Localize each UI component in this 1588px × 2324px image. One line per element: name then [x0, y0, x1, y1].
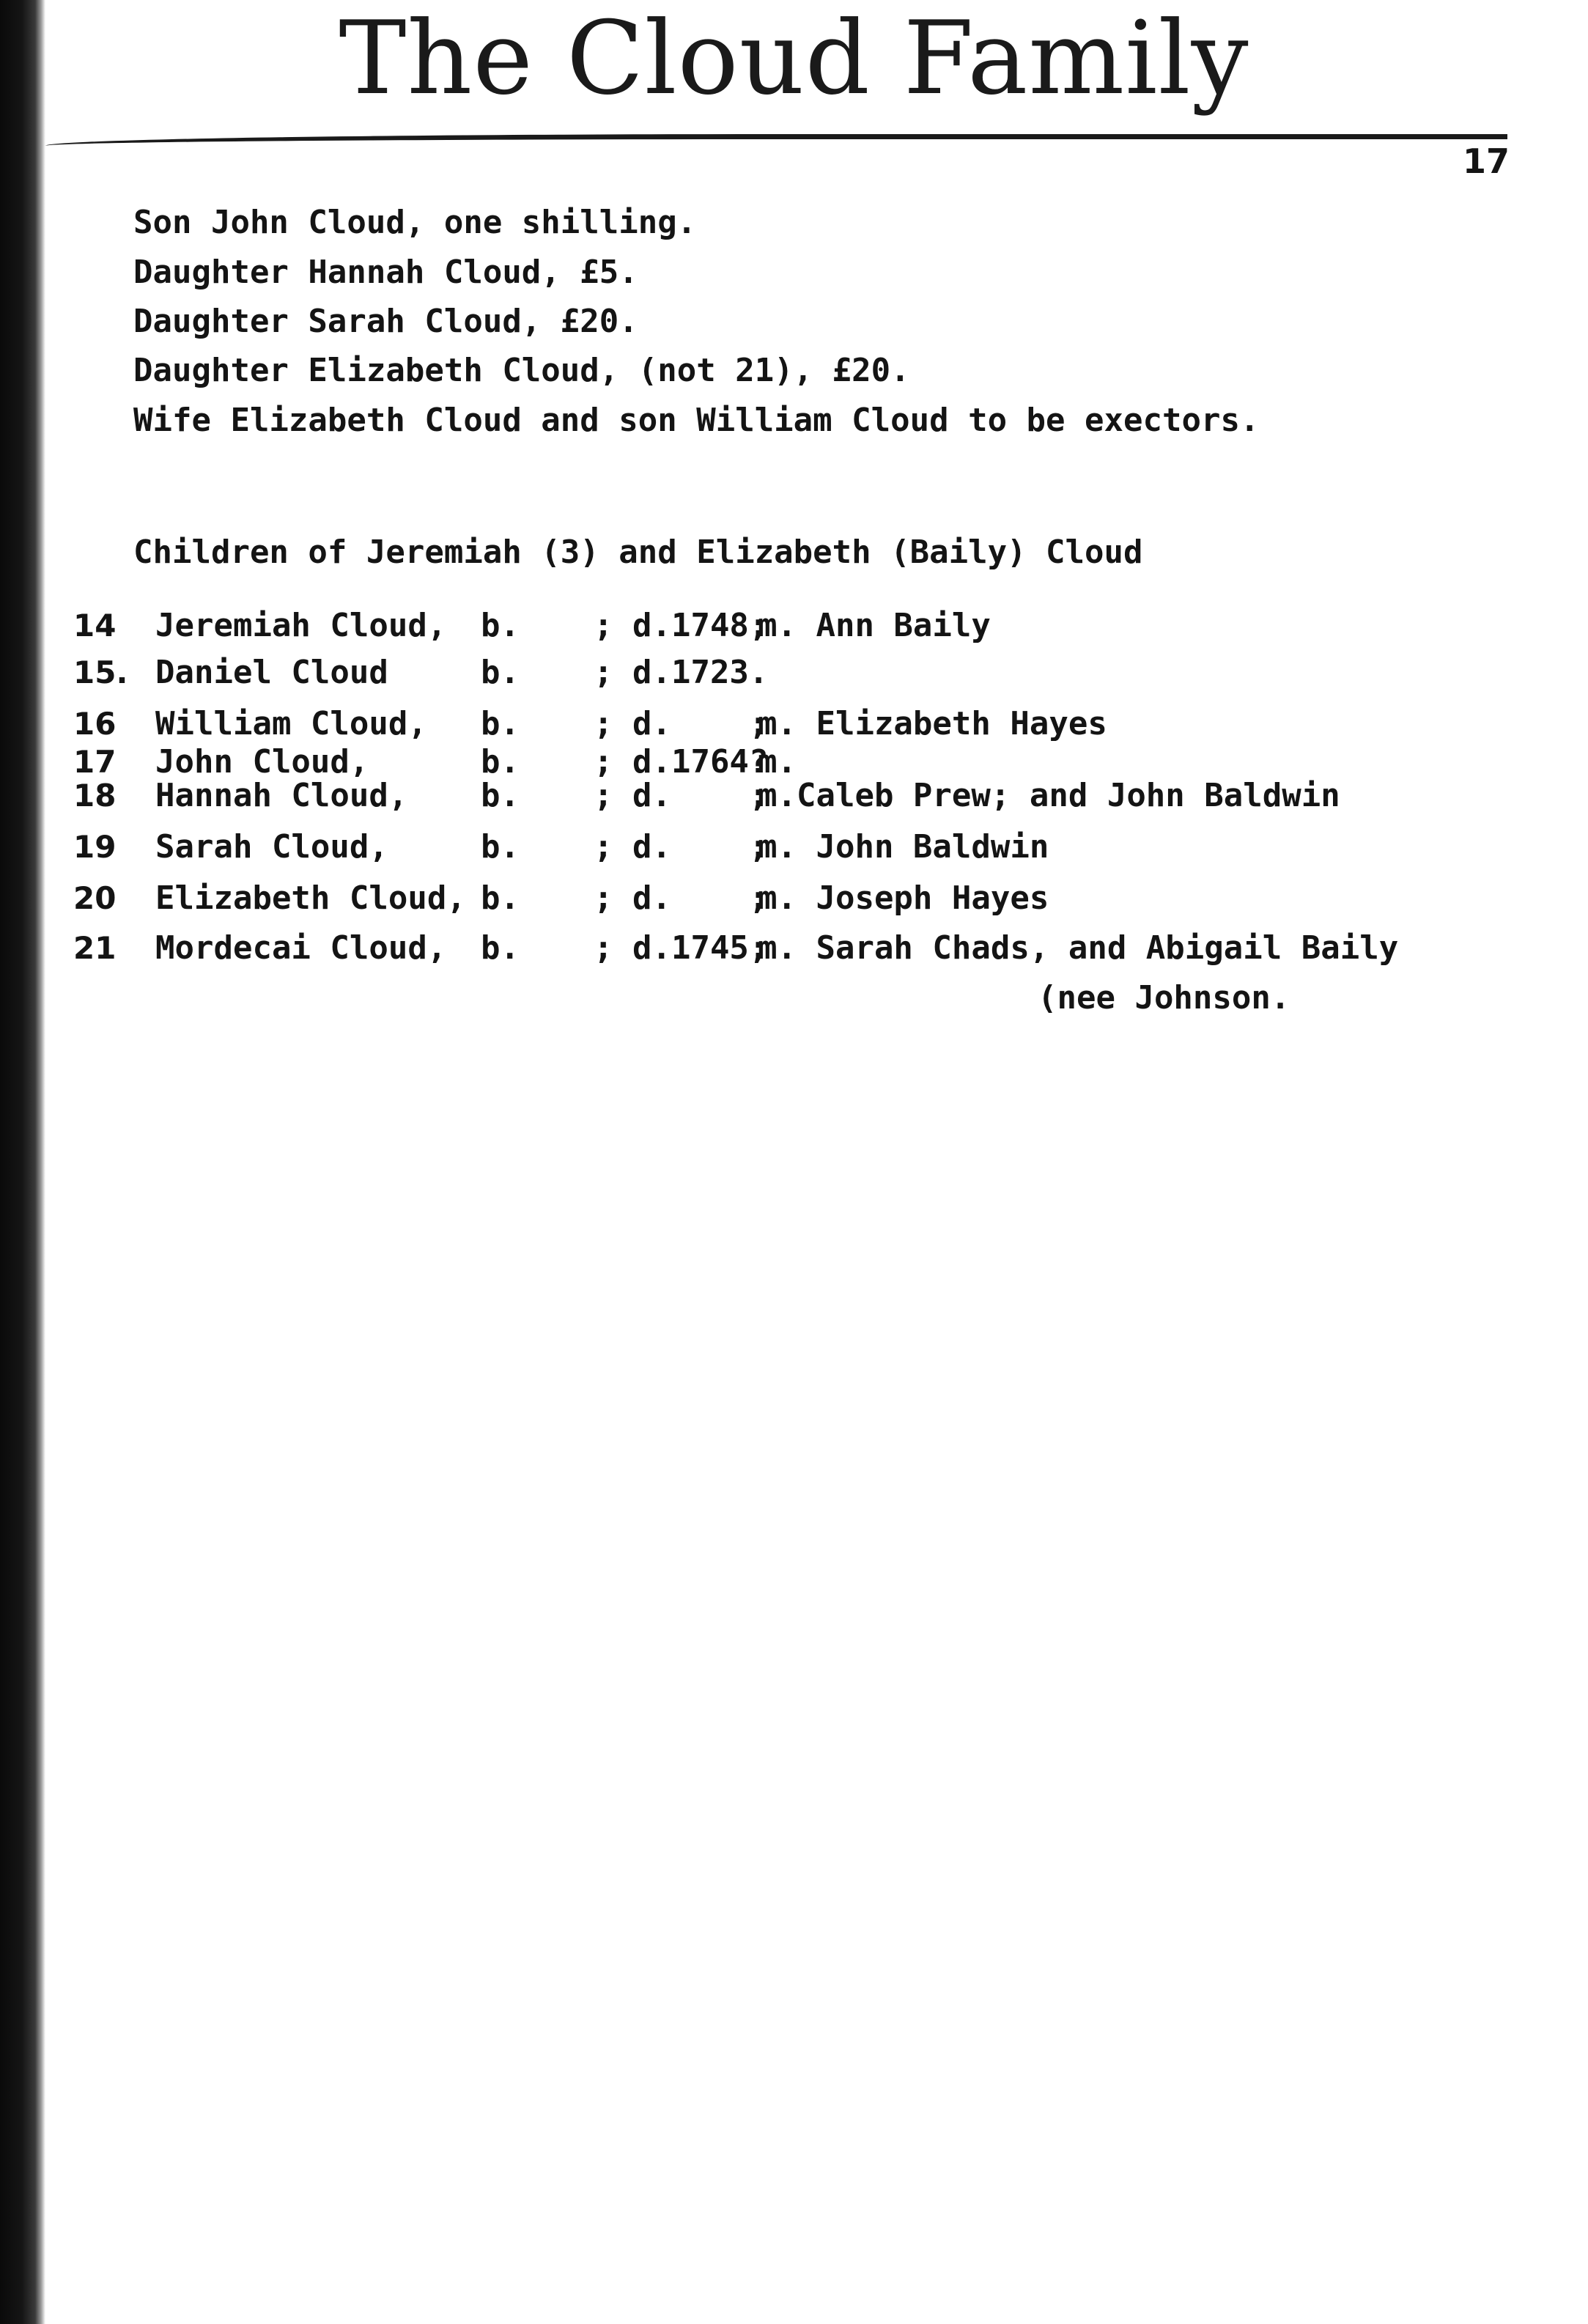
entry-name: Mordecai Cloud,: [155, 929, 447, 967]
entry-name: Elizabeth Cloud,: [155, 879, 466, 917]
entry-married: m. Elizabeth Hayes: [758, 705, 1107, 742]
title-rule: [45, 134, 1507, 146]
entry-name: Jeremiah Cloud,: [155, 607, 447, 644]
page-title: The Cloud Family: [339, 0, 1249, 117]
entry-died: ; d.1764?: [594, 743, 769, 781]
entry-name: John Cloud,: [155, 743, 369, 781]
scanned-page-edge: [0, 0, 45, 2324]
entry-married: m. Joseph Hayes: [758, 879, 1049, 917]
entry-number: 20: [73, 880, 117, 916]
entry-married: m.: [758, 743, 797, 781]
entry-died: ; d. ;: [594, 705, 769, 742]
entry-died: ; d. ;: [594, 879, 769, 917]
entry-married: m. Ann Baily: [758, 607, 991, 644]
bequest-line: Wife Elizabeth Cloud and son William Cloud to be exectors.: [133, 402, 1260, 439]
entry-married: m. John Baldwin: [758, 828, 1049, 866]
entry-number: 19: [73, 829, 117, 865]
entry-born: b.: [481, 705, 520, 742]
entry-died: ; d. ;: [594, 828, 769, 866]
entry-married: m. Sarah Chads, and Abigail Baily: [758, 929, 1399, 967]
entry-number: 14: [73, 608, 117, 643]
entry-born: b.: [481, 743, 520, 781]
bequest-line: Daughter Sarah Cloud, £20.: [133, 303, 638, 340]
children-heading: Children of Jeremiah (3) and Elizabeth (Baily) Cloud: [133, 534, 1143, 571]
entry-died: ; d.1748;: [594, 607, 769, 644]
entry-number: 17: [73, 744, 117, 780]
bequest-line: Daughter Hannah Cloud, £5.: [133, 254, 638, 291]
entry-died: ; d.1723.: [594, 654, 769, 691]
entry-continuation: (nee Johnson.: [1038, 979, 1290, 1017]
entry-number: 21: [73, 930, 117, 966]
entry-born: b.: [481, 777, 520, 814]
page-number: 17: [1463, 141, 1510, 181]
entry-number: 18: [73, 778, 117, 814]
entry-died: ; d.1745;: [594, 929, 769, 967]
entry-name: Daniel Cloud: [155, 654, 388, 691]
bequest-line: Daughter Elizabeth Cloud, (not 21), £20.: [133, 352, 910, 389]
entry-died: ; d. ;: [594, 777, 769, 814]
bequest-line: Son John Cloud, one shilling.: [133, 204, 697, 241]
entry-married: m.Caleb Prew; and John Baldwin: [758, 777, 1340, 814]
entry-name: Sarah Cloud,: [155, 828, 388, 866]
entry-born: b.: [481, 607, 520, 644]
entry-number: 16: [73, 706, 117, 742]
entry-born: b.: [481, 929, 520, 967]
entry-born: b.: [481, 654, 520, 691]
entry-name: Hannah Cloud,: [155, 777, 408, 814]
entry-name: William Cloud,: [155, 705, 427, 742]
entry-born: b.: [481, 828, 520, 866]
entry-number: 15.: [73, 654, 128, 690]
entry-born: b.: [481, 879, 520, 917]
